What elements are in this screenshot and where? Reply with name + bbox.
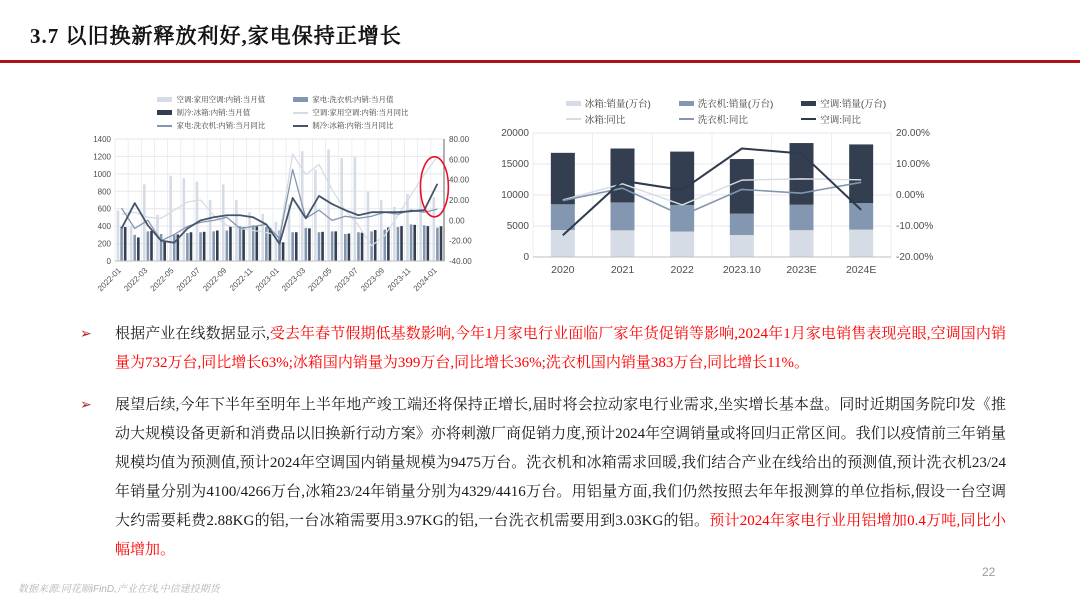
- bullet-arrow-icon: ➢: [80, 327, 92, 342]
- svg-text:1200: 1200: [93, 152, 111, 162]
- bullet-text-1: [115, 326, 1006, 371]
- monthly-chart-plot: [85, 133, 481, 316]
- svg-text:60.00: 60.00: [449, 155, 470, 165]
- svg-text:2022-11: 2022-11: [227, 266, 255, 293]
- svg-text:2023-05: 2023-05: [306, 266, 334, 294]
- bullet-text-2: [115, 397, 1006, 558]
- data-source-note: 数据来源:同花顺iFinD,产业在线,中信建投期货: [18, 584, 220, 595]
- legend-item: 洗衣机:销量(万台): [679, 96, 773, 110]
- svg-text:2024-01: 2024-01: [411, 266, 439, 294]
- page-title: 3.7 以旧换新释放利好,家电保持正增长: [30, 24, 402, 48]
- svg-text:200: 200: [97, 239, 111, 249]
- annual-sales-chart: [497, 96, 955, 288]
- svg-text:10000: 10000: [501, 190, 529, 201]
- legend-item: 洗衣机:同比: [679, 112, 773, 126]
- svg-text:2020: 2020: [551, 264, 575, 276]
- legend-item: 空调:家用空调:内销:当月值: [157, 94, 265, 105]
- bar-swatch-icon: [801, 101, 816, 106]
- line-swatch-icon: [566, 118, 581, 120]
- bar-swatch-icon: [293, 97, 308, 102]
- svg-text:0: 0: [106, 257, 111, 266]
- line-swatch-icon: [293, 112, 308, 114]
- svg-text:-10.00%: -10.00%: [896, 221, 934, 232]
- bullet-item-1: [78, 320, 1006, 378]
- svg-text:5000: 5000: [506, 221, 529, 232]
- svg-text:2022-07: 2022-07: [174, 266, 202, 294]
- text-segment: 展望后续,今年下半年至明年上半年地产竣工端还将保持正增长,届时将会拉动家电行业需求,坐实增长基本盘。同时近期国务院印发《推动大规模设备更新和消费品以旧换新行动方案》亦将刺激厂商促销力度,预计2024年空调销量或将回归正常区间。我们以疫情前三年销量规模均值为预测值,预计2024年空调国内销量规模为9475万台。洗衣机和冰箱需求回暖,我们结合产业在线给出的预测值,预计洗衣机23/24年销量分别为4100/4266万台,冰箱23/24年销量分别为4329/4416万台。用铝量方面,我们仍然按照去年年报测算的单位指标,假设一台空调大约需要耗费2.88KG的铝,一台冰箱需要用3.97KG的铝,一台洗衣机需要用到3.03KG的铝。: [115, 397, 1006, 529]
- svg-text:-40.00: -40.00: [449, 257, 472, 266]
- svg-text:2023-09: 2023-09: [359, 266, 387, 294]
- bullet-item-2: [78, 391, 1006, 565]
- legend-item: 制冷:冰箱:内销:当月值: [157, 107, 265, 118]
- svg-text:2023E: 2023E: [786, 264, 817, 276]
- svg-text:0: 0: [523, 252, 529, 263]
- page-number: 22: [982, 565, 996, 579]
- svg-text:2022-01: 2022-01: [95, 266, 123, 294]
- monthly-chart-legend: [85, 94, 481, 131]
- legend-item: 制冷:冰箱:内销:当月同比: [293, 120, 408, 131]
- svg-text:400: 400: [97, 222, 111, 232]
- svg-text:2022-03: 2022-03: [122, 266, 150, 294]
- monthly-sales-chart: [85, 94, 481, 316]
- bullet-list: [78, 320, 1006, 578]
- bar-swatch-icon: [679, 101, 694, 106]
- svg-text:800: 800: [97, 187, 111, 197]
- bar-swatch-icon: [157, 110, 172, 115]
- svg-text:-20.00%: -20.00%: [896, 252, 934, 263]
- svg-text:2023-11: 2023-11: [385, 266, 413, 293]
- annual-chart-plot: [497, 128, 955, 288]
- text-segment: 预计2024年家电行业用铝增加0.4万吨,同比小幅增加。: [115, 513, 1006, 558]
- bullet-arrow-icon: ➢: [80, 398, 92, 413]
- svg-text:20.00: 20.00: [449, 196, 470, 205]
- annual-sales-chart-canvas: [497, 128, 955, 283]
- svg-text:40.00: 40.00: [449, 175, 470, 185]
- line-swatch-icon: [293, 125, 308, 127]
- annual-chart-legend: [497, 96, 955, 126]
- svg-text:15000: 15000: [501, 159, 529, 170]
- svg-text:2023-03: 2023-03: [280, 266, 308, 294]
- legend-item: 家电:洗衣机:内销:当月同比: [157, 120, 265, 131]
- legend-item: 家电:洗衣机:内销:当月值: [293, 94, 408, 105]
- svg-text:2023-01: 2023-01: [253, 266, 281, 294]
- svg-text:2022-09: 2022-09: [201, 266, 229, 294]
- svg-text:20000: 20000: [501, 128, 529, 139]
- svg-text:2022-05: 2022-05: [148, 266, 176, 294]
- legend-item: 空调:家用空调:内销:当月同比: [293, 107, 408, 118]
- svg-text:2023-07: 2023-07: [332, 266, 360, 294]
- svg-text:0.00%: 0.00%: [896, 190, 925, 201]
- svg-text:1000: 1000: [93, 169, 111, 179]
- legend-item: 冰箱:销量(万台): [566, 96, 651, 110]
- svg-text:10.00%: 10.00%: [896, 159, 930, 170]
- text-segment: 根据产业在线数据显示,: [115, 326, 270, 342]
- line-swatch-icon: [157, 125, 172, 127]
- legend-item: 空调:销量(万台): [801, 96, 886, 110]
- svg-text:600: 600: [97, 204, 111, 214]
- monthly-domestic-sales-chart-canvas: [85, 133, 477, 311]
- svg-text:1400: 1400: [93, 135, 111, 144]
- svg-text:0.00: 0.00: [449, 216, 465, 226]
- svg-text:2021: 2021: [610, 264, 635, 276]
- legend-item: 空调:同比: [801, 112, 886, 126]
- svg-text:-20.00: -20.00: [449, 236, 472, 246]
- line-swatch-icon: [801, 118, 816, 120]
- legend-item: 冰箱:同比: [566, 112, 651, 126]
- text-segment: 受去年春节假期低基数影响,今年1月家电行业面临厂家年货促销等影响,2024年1月家电销售表现亮眼,空调国内销量为732万台,同比增长63%;冰箱国内销量为399万台,同比增长36%;洗衣机国内销量383万台,同比增长11%。: [115, 326, 1006, 371]
- bar-swatch-icon: [157, 97, 172, 102]
- svg-text:2023.10: 2023.10: [722, 264, 761, 276]
- svg-text:2022: 2022: [670, 264, 694, 276]
- svg-text:80.00: 80.00: [449, 135, 470, 144]
- bar-swatch-icon: [566, 101, 581, 106]
- title-rule: [0, 60, 1080, 63]
- svg-text:20.00%: 20.00%: [896, 128, 930, 139]
- svg-text:2024E: 2024E: [845, 264, 877, 276]
- line-swatch-icon: [679, 118, 694, 120]
